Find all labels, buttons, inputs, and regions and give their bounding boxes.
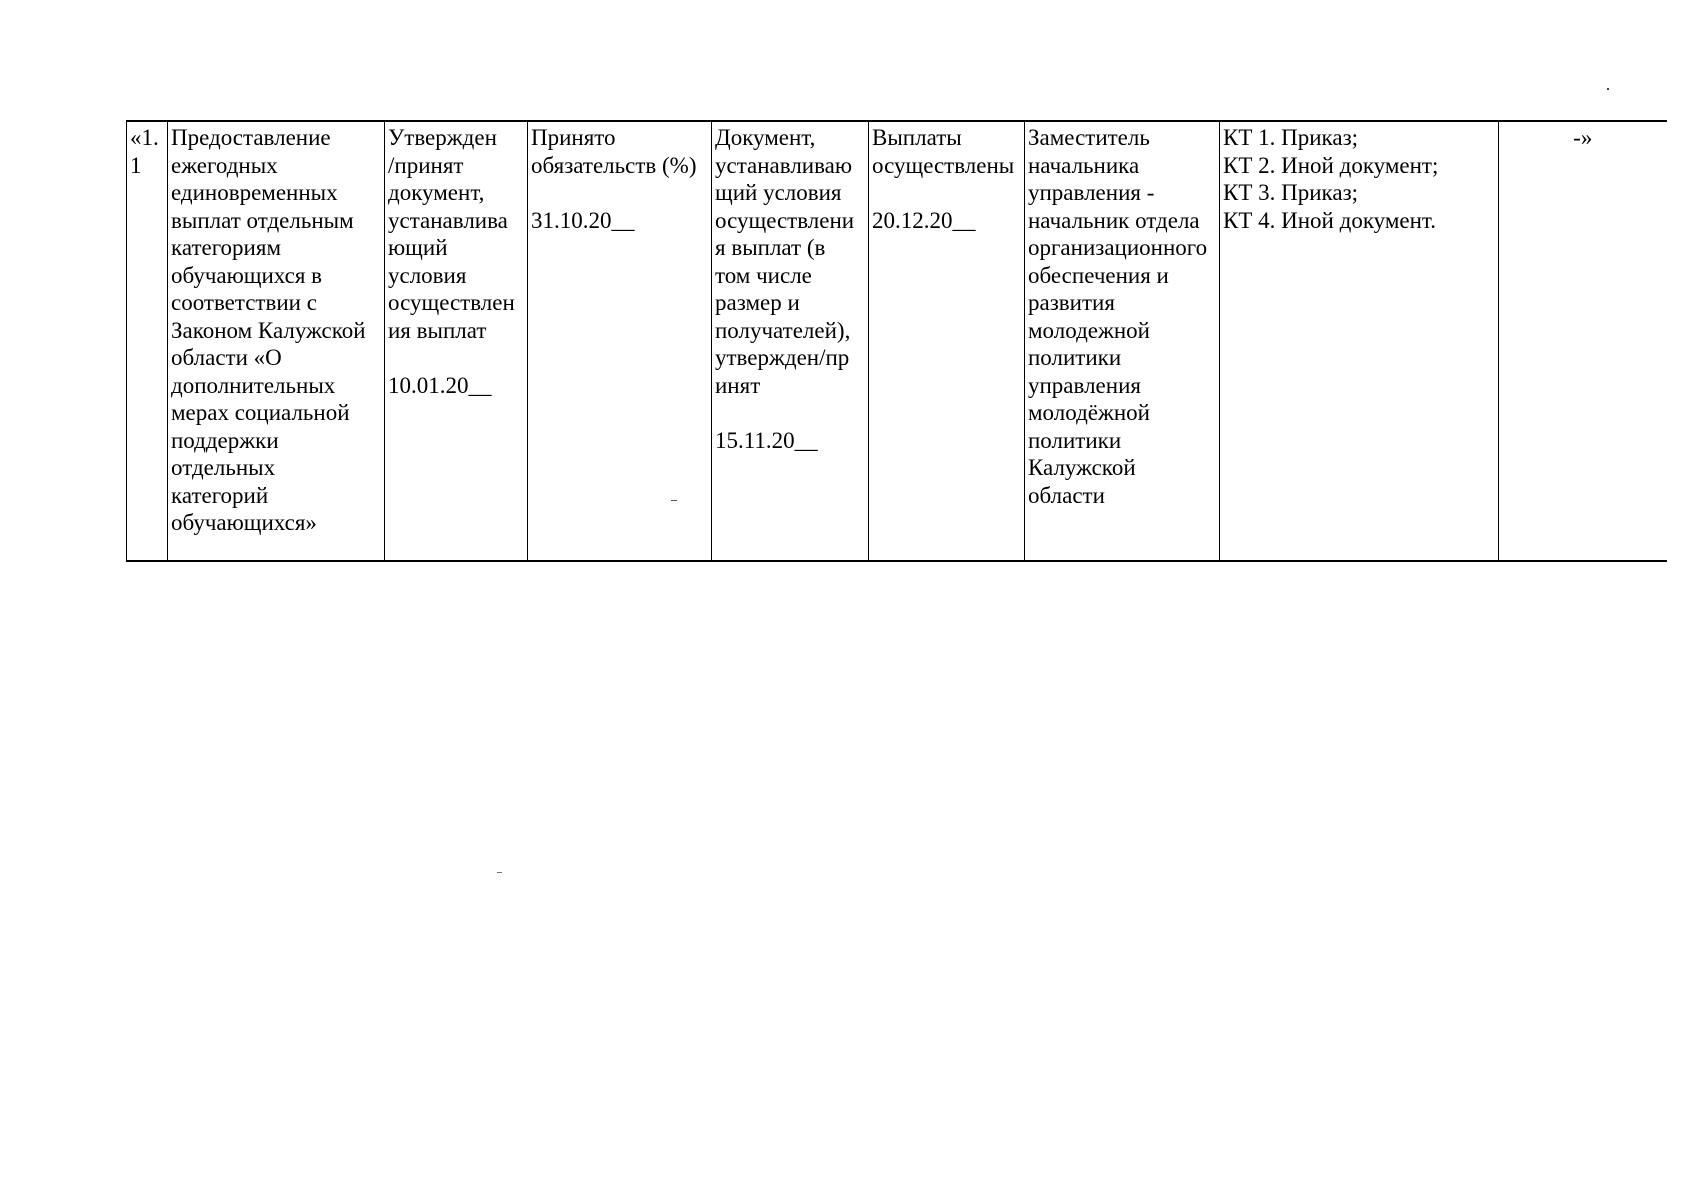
scan-speck bbox=[497, 872, 502, 873]
measure-name-cell: Предоставление ежегодных единовременных выплат отдельным категориям обучающихся в соответствии с Законом Калужской области «О дополнительных мерах социальной поддержки отдельных категорий обучающихся» bbox=[168, 121, 385, 561]
control-point-2-cell: Принято обязательств (%) 31.10.20__ bbox=[528, 121, 712, 561]
responsible-person-cell: Заместитель начальника управления - начальник отдела организационного обеспечения и развития молодежной политики управления молодёжной политики Калужской области bbox=[1025, 121, 1220, 561]
scan-speck bbox=[1607, 88, 1609, 90]
row-number-cell: «1. 1 bbox=[127, 121, 168, 561]
control-point-1-cell: Утвержден /принят документ, устанавлива ющий условия осуществлен ия выплат 10.01.20__ bbox=[385, 121, 528, 561]
control-point-3-cell: Документ, устанавливаю щий условия осуществлени я выплат (в том числе размер и получателей), утвержден/пр инят 15.11.20__ bbox=[712, 121, 869, 561]
closing-quote-cell: -» bbox=[1499, 121, 1667, 561]
documents-cell: КТ 1. Приказ; КТ 2. Иной документ; КТ 3. Приказ; КТ 4. Иной документ. bbox=[1220, 121, 1499, 561]
control-point-4-cell: Выплаты осуществлены 20.12.20__ bbox=[869, 121, 1025, 561]
plan-table-wrapper bbox=[126, 120, 1666, 562]
plan-table bbox=[126, 120, 1667, 562]
table-row bbox=[127, 121, 1667, 561]
scan-speck bbox=[671, 500, 677, 501]
